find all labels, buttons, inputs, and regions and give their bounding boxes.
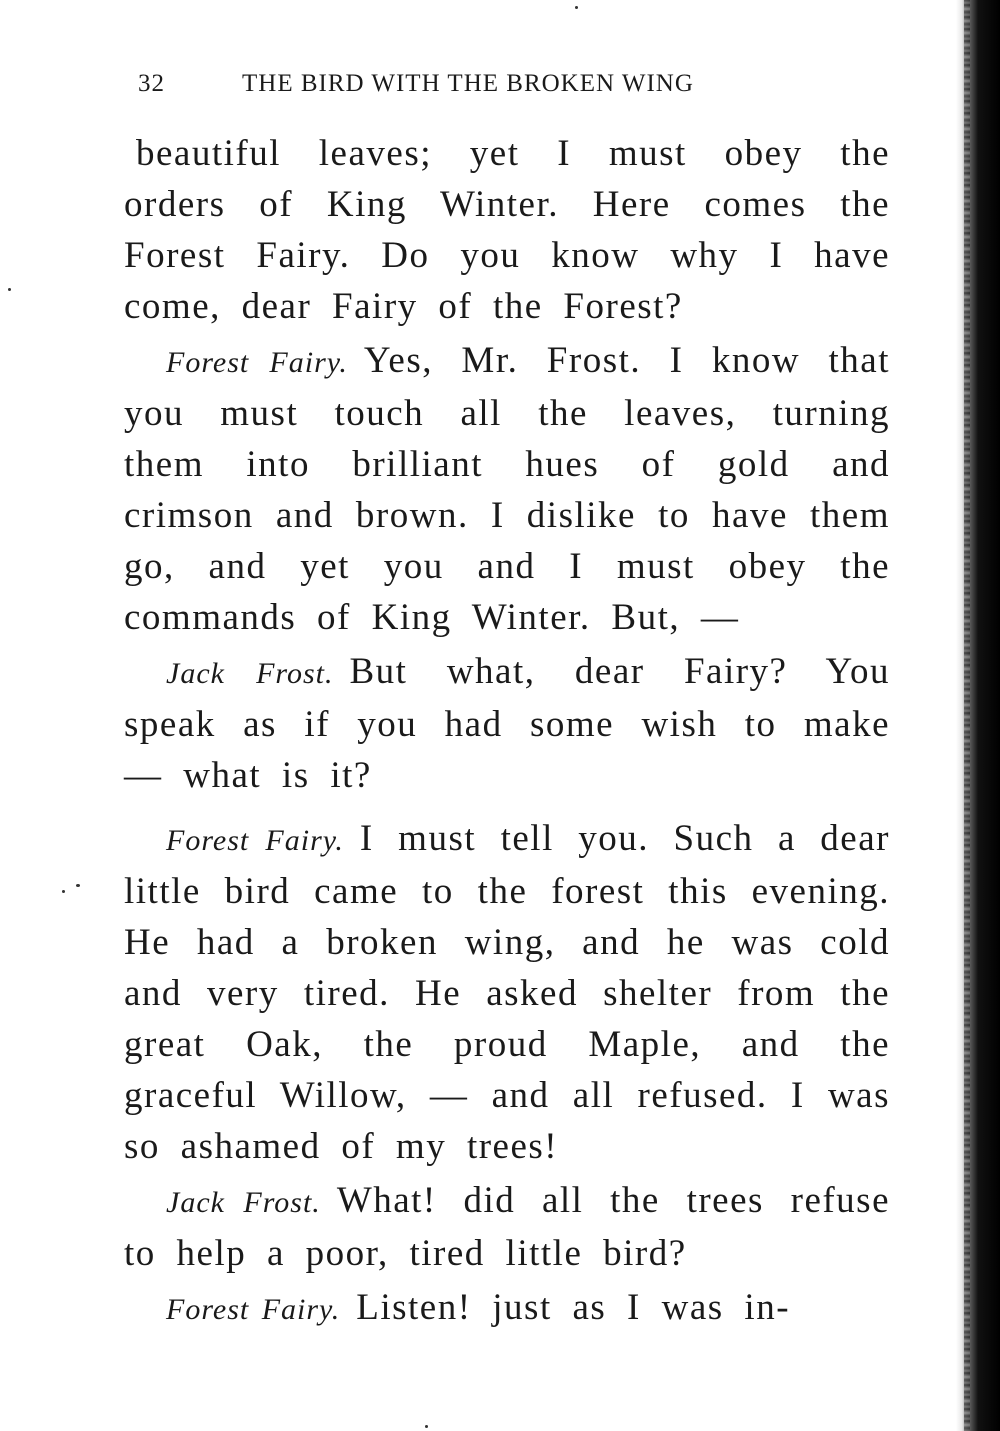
paragraph-text: Listen! just as I was in- xyxy=(356,1287,791,1328)
paragraph-text: beautiful leaves; yet I must obey the orders of King Winter. Here comes the Forest Fairy. Do you know why I have come, dear Fairy of the Forest? xyxy=(124,133,890,327)
scan-speck xyxy=(8,288,11,291)
speaker-name: Forest Fairy. xyxy=(166,1293,341,1326)
speaker-name: Forest Fairy. xyxy=(166,824,344,857)
scan-speck xyxy=(575,6,578,9)
page-body xyxy=(124,128,890,1335)
page-header xyxy=(138,70,798,106)
scan-speck xyxy=(62,890,65,893)
paragraph-text: I must tell you. Such a dear little bird came to the forest this evening. He had a broken wing, and he was cold and very tired. He asked shelter from the great Oak, the proud Maple, and the graceful Willow, — and all refused. I was so ashamed of my trees! xyxy=(124,818,890,1167)
binding-texture xyxy=(964,0,970,1431)
speaker-name: Jack Frost. xyxy=(166,657,334,690)
paragraph xyxy=(124,1175,890,1279)
binding-shadow xyxy=(956,0,1000,1431)
speaker-name: Forest Fairy. xyxy=(166,346,348,379)
paragraph xyxy=(124,813,890,1172)
scan-speck xyxy=(425,1425,428,1428)
paragraph-text: Yes, Mr. Frost. I know that you must touch all the leaves, turning them into brilliant hues of gold and crimson and brown. I dislike to have them go, and yet you and I must obey the commands of King Winter. But, — xyxy=(124,340,890,638)
paragraph-text: What! did all the trees refuse to help a poor, tired little bird? xyxy=(124,1180,891,1274)
paragraph xyxy=(124,1282,890,1335)
paragraph xyxy=(124,646,890,801)
paragraph-text: But what, dear Fairy? You speak as if you had some wish to make — what is it? xyxy=(124,651,890,796)
speaker-name: Jack Frost. xyxy=(166,1186,321,1219)
page-number: 32 xyxy=(138,70,165,97)
paragraph xyxy=(124,128,890,332)
scan-speck xyxy=(76,884,80,887)
paragraph xyxy=(124,335,890,643)
running-head: THE BIRD WITH THE BROKEN WING xyxy=(242,70,694,97)
